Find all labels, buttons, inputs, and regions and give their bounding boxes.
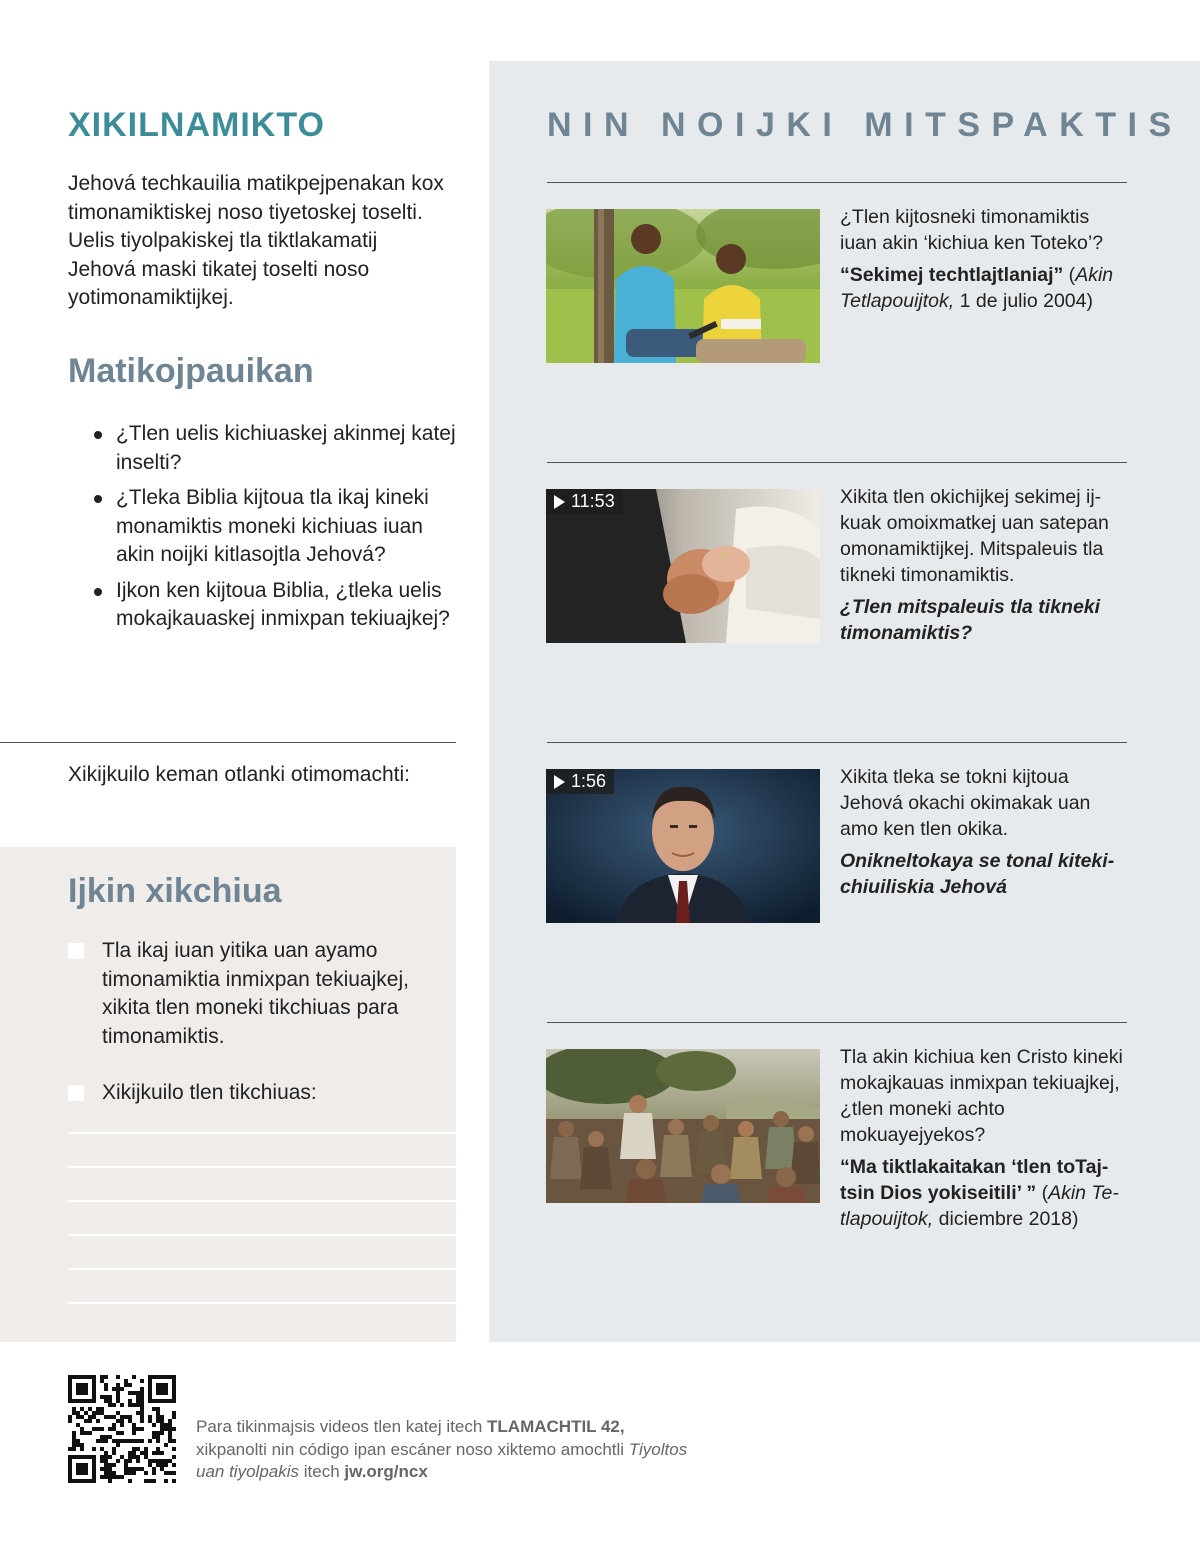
- divider: [547, 1022, 1127, 1023]
- article-entry: [840, 1044, 1125, 1238]
- writing-line: [68, 1302, 456, 1304]
- try-this-item-text: Xikijkuilo tlen tikchiuas:: [102, 1081, 317, 1104]
- video-entry: [840, 484, 1125, 652]
- video-entry: [840, 764, 1125, 906]
- article-thumbnail-crowd-painting[interactable]: [546, 1049, 820, 1203]
- footer-book-title: Tiyoltos uan tiyolpakis: [196, 1439, 688, 1481]
- article-title-link[interactable]: “Ma tiktlakaitakan ‘tlen toTajtsin Dios yokiseitili’ ”: [840, 1156, 1109, 1204]
- review-question: Ijkon ken kijtoua Biblia, ¿tleka uelis mokajkauaskej inmixpan tekiuajkej?: [92, 577, 462, 634]
- footer-lesson: TLAMACHTIL 42,: [487, 1417, 625, 1436]
- play-icon: [554, 495, 565, 509]
- checkbox[interactable]: [68, 1085, 84, 1101]
- writing-line: [68, 1200, 456, 1202]
- play-icon: [554, 775, 565, 789]
- discover-more-heading: NIN NOIJKI MITSPAKTIS: [547, 106, 1183, 144]
- try-this-heading: Ijkin xikchiua: [68, 872, 282, 910]
- video-thumbnail-man-portrait[interactable]: [546, 769, 820, 923]
- video-description: Xikita tlen okichijkej sekimej ijkuak omoixmatkej uan satepan omonamiktijkej. Mitspaleuis tla tikneki timonamiktis.: [840, 486, 1109, 586]
- try-this-item: [68, 937, 438, 1051]
- divider: [0, 742, 456, 743]
- article-description: Tla akin kichiua ken Cristo kineki mokajkauas inmixpan tekiuajkej, ¿tlen moneki achto mokuayejyekos?: [840, 1046, 1123, 1146]
- article-citation: [840, 1154, 1125, 1232]
- footer-text: Para tikinmajsis videos tlen katej itech: [196, 1417, 488, 1436]
- article-source: Akin Tetlapouijtok,: [840, 1182, 1119, 1230]
- video-title-link[interactable]: ¿Tlen mitspaleuis tla tikneki timonamiktis?: [840, 596, 1101, 644]
- citation-paren: (: [1036, 1182, 1049, 1204]
- checkbox[interactable]: [68, 943, 84, 959]
- video-description: Xikita tleka se tokni kijtoua Jehová okachi okimakak uan amo ken tlen okika.: [840, 766, 1091, 840]
- summary-heading: XIKILNAMIKTO: [68, 106, 325, 144]
- footer-url-link[interactable]: jw.org/ncx: [344, 1462, 428, 1481]
- video-duration: 11:53: [571, 491, 615, 511]
- article-date: diciembre 2018): [933, 1208, 1079, 1230]
- video-duration-badge: [546, 489, 623, 514]
- try-this-item: [68, 1079, 438, 1108]
- article-citation: [840, 262, 1125, 314]
- video-duration-badge: [546, 769, 614, 794]
- writing-line: [68, 1268, 456, 1270]
- summary-text: Jehová techkauilia matikpejpenakan kox timonamiktiskej noso tiyetoskej toselti. Uelis tiyolpakiskej tla tiktlakamatij Jehová maski tikatej toselti noso yotimonamiktijkej.: [68, 172, 444, 309]
- review-question: ¿Tleka Biblia kijtoua tla ikaj kineki monamiktis moneki kichiuas iuan akin noijki kitlasojtla Jehová?: [92, 484, 462, 570]
- footer-text: itech: [299, 1462, 345, 1481]
- article-description: ¿Tlen kijtosneki timonamiktis iuan akin ‘kichiua ken Toteko’?: [840, 206, 1104, 254]
- footer-text: xikpanolti nin código ipan escáner noso xiktemo amochtli: [196, 1439, 629, 1459]
- review-question-list: [92, 420, 462, 641]
- video-thumbnail-holding-hands[interactable]: [546, 489, 820, 643]
- article-source: Akin Tetlapouijtok,: [840, 264, 1114, 312]
- article-thumbnail-couple-image[interactable]: [546, 209, 820, 363]
- video-duration: 1:56: [571, 771, 607, 791]
- article-entry: [840, 204, 1125, 320]
- qr-code-icon[interactable]: [68, 1375, 176, 1483]
- article-title-link[interactable]: “Sekimej techtlajtlaniaj”: [840, 264, 1064, 286]
- divider: [547, 462, 1127, 463]
- review-heading: Matikojpauikan: [68, 352, 314, 390]
- divider: [547, 182, 1127, 183]
- writing-line: [68, 1234, 456, 1236]
- divider: [547, 742, 1127, 743]
- video-title-link[interactable]: Onikneltokaya se tonal kitekichiuiliskia Jehová: [840, 850, 1115, 898]
- footer-instructions: [196, 1416, 696, 1484]
- review-question: ¿Tlen uelis kichiuaskej akinmej katej inselti?: [92, 420, 462, 477]
- writing-line: [68, 1166, 456, 1168]
- citation-paren: (: [1063, 264, 1076, 286]
- article-date: 1 de julio 2004): [954, 290, 1093, 312]
- try-this-item-text: Tla ikaj iuan yitika uan ayamo timonamiktia inmixpan tekiuajkej, xikita tlen moneki tikchiuas para timonamiktis.: [102, 939, 409, 1048]
- writing-line: [68, 1132, 456, 1134]
- completion-date-label: Xikijkuilo keman otlanki otimomachti:: [68, 763, 410, 786]
